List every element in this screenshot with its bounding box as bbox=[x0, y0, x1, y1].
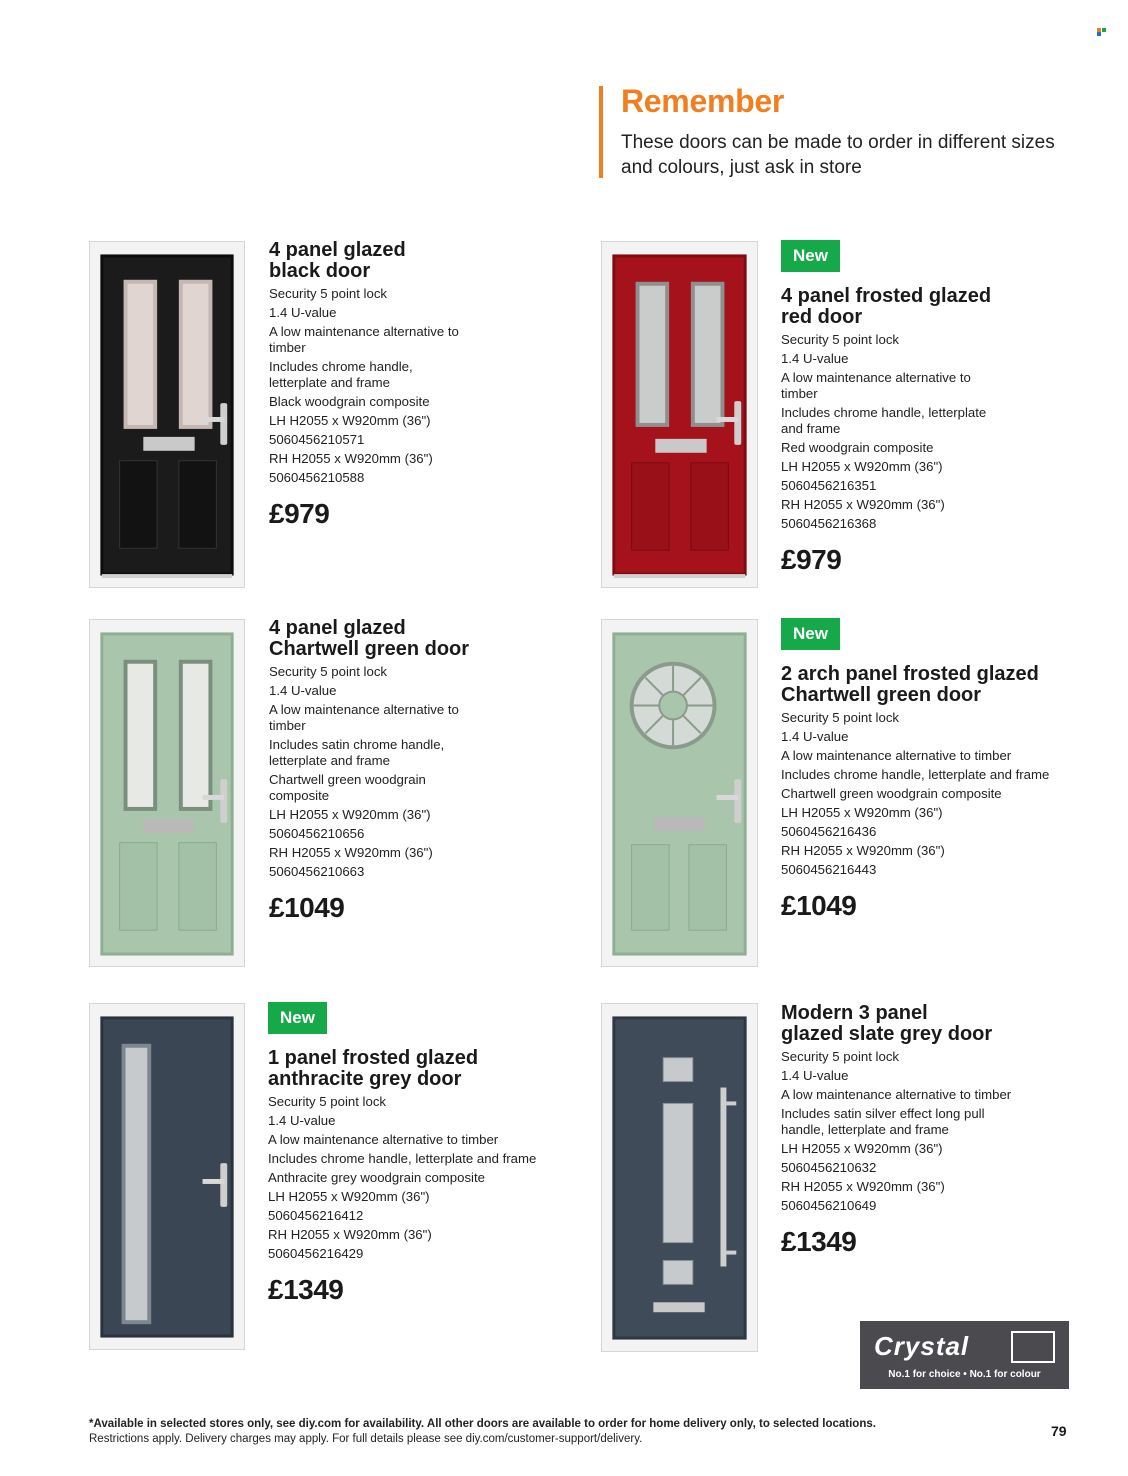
spec-item: 1.4 U-value bbox=[781, 1068, 849, 1083]
spec-item: RH H2055 x W920mm (36") bbox=[781, 843, 945, 858]
spec-item: Includes chrome handle, letterplate and frame bbox=[781, 405, 987, 436]
spec-item: Security 5 point lock bbox=[269, 286, 388, 301]
footnote-line: Restrictions apply. Delivery charges may apply. For full details please see diy.com/customer-support/delivery. bbox=[89, 1433, 643, 1445]
product-red-door bbox=[781, 240, 1081, 576]
title-line: Chartwell green door bbox=[781, 684, 982, 706]
spec-item: 5060456216429 bbox=[268, 1246, 364, 1261]
spec-item: Includes chrome handle, letterplate and frame bbox=[268, 1151, 537, 1166]
price: £1049 bbox=[781, 890, 857, 921]
spec-item: A low maintenance alternative to timber bbox=[781, 748, 1012, 763]
spec-list bbox=[781, 332, 1006, 532]
product-title bbox=[781, 1003, 1081, 1045]
product-title bbox=[269, 240, 569, 282]
price: £1049 bbox=[269, 892, 345, 923]
spec-item: Includes satin chrome handle, letterplate and frame bbox=[269, 737, 445, 768]
spec-item: 5060456216436 bbox=[781, 824, 877, 839]
product-title bbox=[781, 286, 1081, 328]
door-image-anthracite-grey bbox=[89, 1003, 245, 1350]
product-title bbox=[269, 618, 569, 660]
product-title bbox=[268, 1048, 568, 1090]
crystal-wordmark: Crystal bbox=[874, 1331, 970, 1361]
spec-item: 1.4 U-value bbox=[781, 729, 849, 744]
crystal-mark-icon bbox=[1011, 1331, 1055, 1363]
title-line: Modern 3 panel bbox=[781, 1002, 928, 1024]
spec-item: 1.4 U-value bbox=[269, 305, 337, 320]
footnote-line: *Available in selected stores only, see diy.com for availability. All other doors are available to order for home delivery only, to selected locations. bbox=[89, 1418, 876, 1430]
door-image-black bbox=[89, 241, 245, 588]
spec-item: RH H2055 x W920mm (36") bbox=[781, 497, 945, 512]
spec-item: 5060456210656 bbox=[269, 826, 365, 841]
door-image-chartwell-green-4panel bbox=[89, 619, 245, 967]
title-line: 4 panel frosted glazed bbox=[781, 285, 992, 307]
crystal-logo bbox=[860, 1321, 1069, 1389]
spec-item: A low maintenance alternative to timber bbox=[269, 702, 459, 733]
product-slate-grey bbox=[781, 1003, 1081, 1258]
spec-item: Includes chrome handle, letterplate and frame bbox=[781, 767, 1050, 782]
spec-list bbox=[781, 710, 1081, 878]
door-image-slate-grey bbox=[601, 1003, 758, 1352]
spec-item: LH H2055 x W920mm (36") bbox=[781, 1141, 943, 1156]
spec-item: RH H2055 x W920mm (36") bbox=[268, 1227, 432, 1242]
spec-item: Anthracite grey woodgrain composite bbox=[268, 1170, 485, 1185]
spec-item: RH H2055 x W920mm (36") bbox=[781, 1179, 945, 1194]
title-line: black door bbox=[269, 260, 371, 282]
title-line: 4 panel glazed bbox=[269, 617, 406, 639]
title-line: 4 panel glazed bbox=[269, 239, 406, 261]
spec-list bbox=[268, 1094, 568, 1262]
spec-item: 5060456210663 bbox=[269, 864, 365, 879]
title-line: 2 arch panel frosted glazed bbox=[781, 663, 1039, 685]
new-badge: New bbox=[268, 1002, 327, 1034]
spec-item: 5060456210649 bbox=[781, 1198, 877, 1213]
spec-item: LH H2055 x W920mm (36") bbox=[269, 413, 431, 428]
title-line: Chartwell green door bbox=[269, 638, 470, 660]
new-badge: New bbox=[781, 240, 840, 272]
spec-item: Includes satin silver effect long pull handle, letterplate and frame bbox=[781, 1106, 985, 1137]
title-line: anthracite grey door bbox=[268, 1068, 462, 1090]
spec-list bbox=[781, 1049, 1021, 1214]
price: £979 bbox=[781, 544, 842, 575]
spec-item: RH H2055 x W920mm (36") bbox=[269, 845, 433, 860]
spec-item: 5060456216368 bbox=[781, 516, 877, 531]
spec-item: Security 5 point lock bbox=[781, 710, 900, 725]
spec-item: LH H2055 x W920mm (36") bbox=[268, 1189, 430, 1204]
spec-item: Includes chrome handle, letterplate and frame bbox=[269, 359, 413, 390]
spec-list bbox=[269, 286, 469, 486]
spec-item: 1.4 U-value bbox=[268, 1113, 336, 1128]
spec-item: A low maintenance alternative to timber bbox=[268, 1132, 499, 1147]
spec-list bbox=[269, 664, 474, 880]
spec-item: 5060456216351 bbox=[781, 478, 877, 493]
product-black-door bbox=[269, 240, 569, 530]
spec-item: Red woodgrain composite bbox=[781, 440, 934, 455]
spec-item: Security 5 point lock bbox=[268, 1094, 387, 1109]
spec-item: 1.4 U-value bbox=[269, 683, 337, 698]
spec-item: A low maintenance alternative to timber bbox=[781, 1087, 1012, 1102]
door-image-red bbox=[601, 241, 758, 588]
title-line: 1 panel frosted glazed bbox=[268, 1047, 479, 1069]
title-line: red door bbox=[781, 306, 863, 328]
price: £1349 bbox=[781, 1226, 857, 1257]
spec-item: 1.4 U-value bbox=[781, 351, 849, 366]
crystal-tagline: No.1 for choice • No.1 for colour bbox=[888, 1369, 1041, 1380]
spec-item: LH H2055 x W920mm (36") bbox=[269, 807, 431, 822]
product-anthracite-grey bbox=[268, 1002, 568, 1306]
price: £979 bbox=[269, 498, 330, 529]
spec-item: Security 5 point lock bbox=[781, 1049, 900, 1064]
product-chartwell-green-4panel bbox=[269, 618, 569, 924]
spec-item: 5060456210588 bbox=[269, 470, 365, 485]
spec-item: Chartwell green woodgrain composite bbox=[269, 772, 426, 803]
spec-item: A low maintenance alternative to timber bbox=[781, 370, 971, 401]
spec-item: 5060456210571 bbox=[269, 432, 365, 447]
spec-item: LH H2055 x W920mm (36") bbox=[781, 459, 943, 474]
price: £1349 bbox=[268, 1274, 344, 1305]
remember-heading: Remember bbox=[621, 83, 785, 119]
spec-item: 5060456216443 bbox=[781, 862, 877, 877]
remember-callout bbox=[599, 83, 1059, 178]
brand-logo-icon bbox=[1097, 28, 1107, 36]
spec-item: RH H2055 x W920mm (36") bbox=[269, 451, 433, 466]
footnote bbox=[89, 1417, 876, 1447]
product-chartwell-green-arch bbox=[781, 618, 1081, 922]
spec-item: Chartwell green woodgrain composite bbox=[781, 786, 1002, 801]
spec-item: A low maintenance alternative to timber bbox=[269, 324, 459, 355]
spec-item: Black woodgrain composite bbox=[269, 394, 430, 409]
spec-item: 5060456216412 bbox=[268, 1208, 364, 1223]
door-image-chartwell-green-arch bbox=[601, 619, 758, 967]
spec-item: LH H2055 x W920mm (36") bbox=[781, 805, 943, 820]
spec-item: Security 5 point lock bbox=[781, 332, 900, 347]
spec-item: Security 5 point lock bbox=[269, 664, 388, 679]
title-line: glazed slate grey door bbox=[781, 1023, 993, 1045]
spec-item: 5060456210632 bbox=[781, 1160, 877, 1175]
page-number: 79 bbox=[1051, 1423, 1067, 1439]
product-title bbox=[781, 664, 1081, 706]
new-badge: New bbox=[781, 618, 840, 650]
remember-text: These doors can be made to order in different sizes and colours, just ask in store bbox=[621, 132, 1055, 178]
